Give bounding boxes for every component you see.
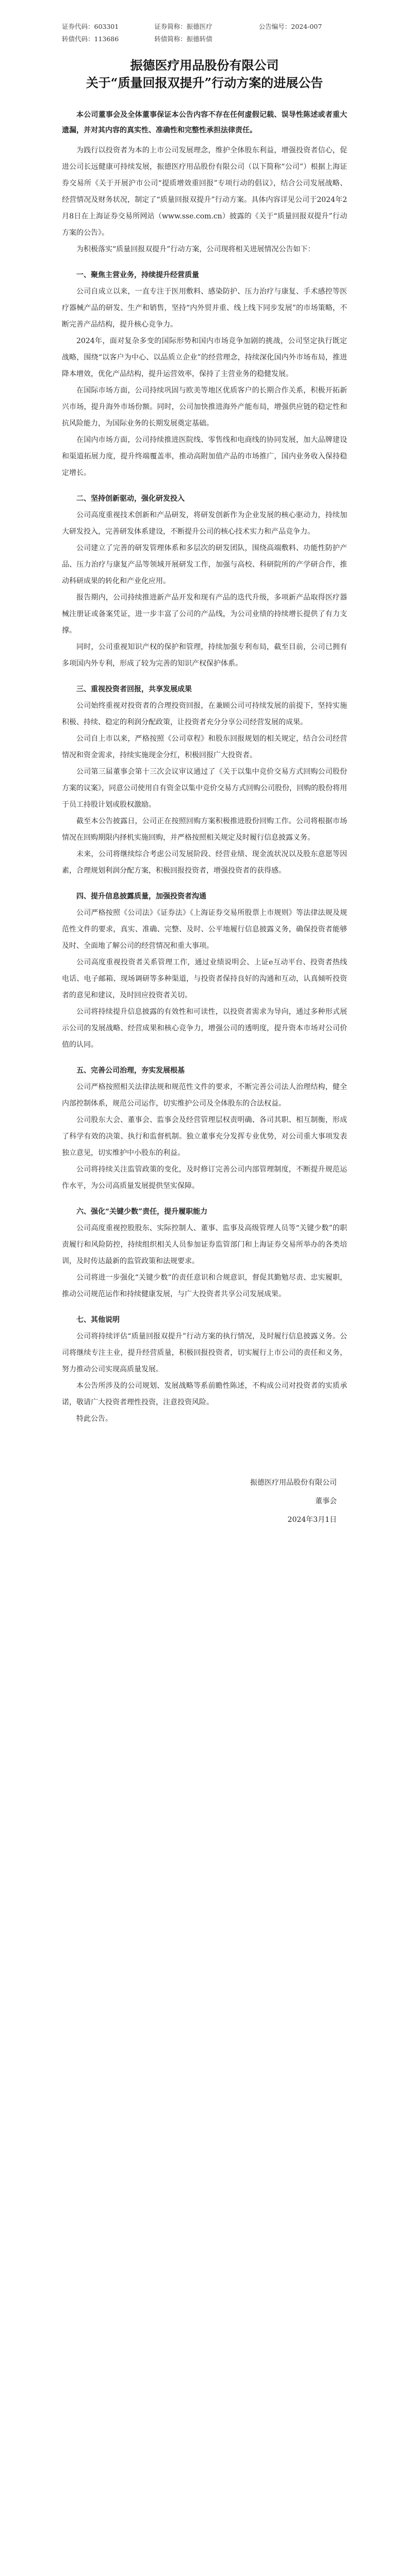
- section-heading: 五、完善公司治理，夯实发展根基: [76, 1066, 185, 1075]
- section-heading: 一、聚焦主营业务，持续提升经营质量: [76, 271, 199, 279]
- section-heading: 二、坚持创新驱动，强化研发投入: [76, 495, 185, 503]
- body-paragraph: 公司始终重视对投资者的合理投资回报，在兼顾公司可持续发展的前提下，坚持实施积极、持续、稳定的利润分配政策，让投资者充分分享公司经营发展的成果。: [62, 702, 347, 726]
- section-heading: 四、提升信息披露质量，加强投资者沟通: [76, 892, 206, 901]
- body-paragraph: 在国际市场方面，公司持续巩固与欧美等地区优质客户的长期合作关系，积极开拓新兴市场，提升海外市场份额。同时，公司加快推进海外产能布局，增强供应链的稳定性和抗风险能力，为国际业务的长期发展奠定基础。: [62, 386, 347, 428]
- body-paragraph: 公司建立了完善的研发管理体系和多层次的研发团队，围绕高端敷料、功能性防护产品、压力治疗与康复产品等领域开展研发工作，加强与高校、科研院所的产学研合作，推动科研成果的转化和产业化应用。: [62, 544, 347, 585]
- body-paragraph: 公司股东大会、董事会、监事会及经营管理层权责明确、各司其职、相互制衡，形成了科学有效的决策、执行和监督机制。独立董事充分发挥专业优势，对公司重大事项发表独立意见，切实维护中小股东的利益。: [62, 1116, 347, 1157]
- section-heading: 六、强化“关键少数”责任，提升履职能力: [76, 1208, 208, 1216]
- board-statement: 本公司董事会及全体董事保证本公告内容不存在任何虚假记载、误导性陈述或者重大遗漏，并对其内容的真实性、准确性和完整性承担法律责任。: [62, 111, 347, 134]
- bond-name: 转债简称：振德转债: [154, 35, 212, 43]
- title-company: 振德医疗用品股份有限公司: [130, 58, 279, 73]
- announcement-number: 公告编号：2024-007: [258, 23, 322, 30]
- body-paragraph: 公司高度重视技术创新和产品研发，将研发创新作为企业发展的核心驱动力，持续加大研发投入，完善研发体系建设，不断提升公司的核心技术实力和产品竞争力。: [62, 511, 347, 536]
- title-subject: 关于“质量回报双提升”行动方案的进展公告: [86, 75, 323, 90]
- section-heading: 三、重视投资者回报，共享发展成果: [76, 685, 192, 693]
- body-paragraph: 特此公告。: [76, 1415, 112, 1423]
- body-paragraph: 2024年，面对复杂多变的国际形势和国内市场竞争加剧的挑战，公司坚定执行既定战略，围绕“以客户为中心、以品质立企业”的经营理念，持续深化国内外市场布局，推进降本增效，优化产品结构，提升运营效率，保持了主营业务的稳健发展。: [62, 337, 347, 378]
- signature-board: 董事会: [315, 1497, 337, 1505]
- body-paragraph: 公司将持续提升信息披露的有效性和可读性，以投资者需求为导向，通过多种形式展示公司的发展战略、经营成果和核心竞争力，增强公司的透明度，提升资本市场对公司价值的认同。: [62, 1008, 347, 1049]
- signature-company: 振德医疗用品股份有限公司: [250, 1479, 337, 1487]
- signature-block: [62, 1473, 347, 1529]
- bond-code: 转债代码：113686: [62, 35, 119, 43]
- stock-name: 证券简称：振德医疗: [154, 23, 212, 30]
- body-paragraph: 公司第三届董事会第十三次会议审议通过了《关于以集中竞价交易方式回购公司股份方案的议案》，同意公司使用自有资金以集中竞价交易方式回购公司股份，回购的股份将用于员工持股计划或股权激励。: [62, 768, 347, 809]
- body-paragraph: 公司高度重视投资者关系管理工作，通过业绩说明会、上证e互动平台、投资者热线电话、电子邮箱、现场调研等多种渠道，与投资者保持良好的沟通和互动，认真倾听投资者的意见和建议，及时回应投资者关切。: [62, 958, 347, 999]
- body-paragraph: 公司高度重视控股股东、实际控制人、董事、监事及高级管理人员等“关键少数”的职责履行和风险防控，持续组织相关人员参加证券监管部门和上海证券交易所举办的各类培训，及时传达最新的监管政策和法规要求。: [62, 1224, 347, 1265]
- header-meta: [62, 21, 347, 45]
- body-paragraph: 未来，公司将继续综合考虑公司发展阶段、经营业绩、现金流状况以及股东意愿等因素，合理规划利润分配方案，积极回报投资者，增强投资者的获得感。: [62, 850, 347, 875]
- body-paragraph: 公司将持续评估“质量回报双提升”行动方案的执行情况，及时履行信息披露义务。公司将继续专注主业，提升经营质量，积极回报投资者，切实履行上市公司的责任和义务，努力推动公司实现高质量发展。: [62, 1332, 347, 1374]
- body-paragraph: 公司将持续关注监管政策的变化，及时修订完善公司内部管理制度，不断提升规范运作水平，为公司高质量发展提供坚实保障。: [62, 1165, 347, 1190]
- document-body: [62, 142, 347, 1427]
- section-heading: 七、其他说明: [76, 1316, 120, 1324]
- body-paragraph: 公司严格按照相关法律法规和规范性文件的要求，不断完善公司法人治理结构，健全内部控制体系，规范公司运作，切实维护公司及全体股东的合法权益。: [62, 1083, 347, 1108]
- signature-date: 2024年3月1日: [287, 1516, 337, 1524]
- body-paragraph: 公司严格按照《公司法》《证券法》《上海证券交易所股票上市规则》等法律法规及规范性文件的要求，真实、准确、完整、及时、公平地履行信息披露义务，确保投资者能够及时、全面地了解公司的经营情况和重大事项。: [62, 909, 347, 950]
- body-paragraph: 公司将进一步强化“关键少数”的责任意识和合规意识，督促其勤勉尽责、忠实履职，推动公司规范运作和持续健康发展，与广大投资者共享公司发展成果。: [62, 1274, 347, 1298]
- body-paragraph: 同时，公司重视知识产权的保护和管理，持续加强专利布局，截至目前，公司已拥有多项国内外专利，形成了较为完善的知识产权保护体系。: [62, 643, 347, 668]
- body-paragraph: 公司自成立以来，一直专注于医用敷料、感染防护、压力治疗与康复、手术感控等医疗器械产品的研发、生产和销售，坚持“内外贸并重、线上线下同步发展”的市场策略，不断完善产品结构，提升核心竞争力。: [62, 287, 347, 329]
- document-title: [62, 57, 347, 92]
- body-paragraph: 为积极落实“质量回报双提升”行动方案，公司现将相关进展情况公告如下：: [76, 245, 315, 253]
- body-paragraph: 公司自上市以来，严格按照《公司章程》和股东回报规划的相关规定，结合公司经营情况和资金需求，持续实施现金分红，积极回报广大投资者。: [62, 735, 347, 759]
- stock-code: 证券代码：603301: [62, 23, 119, 30]
- body-paragraph: 本公告所涉及的公司规划、发展战略等系前瞻性陈述，不构成公司对投资者的实质承诺，敬请广大投资者理性投资，注意投资风险。: [62, 1382, 347, 1406]
- body-paragraph: 截至本公告披露日，公司正在按照回购方案积极推进股份回购工作。公司将根据市场情况在回购期限内择机实施回购，并严格按照相关规定及时履行信息披露义务。: [62, 817, 347, 842]
- body-paragraph: 为践行以投资者为本的上市公司发展理念，维护全体股东利益，增强投资者信心，促进公司长远健康可持续发展，振德医疗用品股份有限公司（以下简称“公司”）根据上海证券交易所《关于开展沪市公司“提质增效重回报”专项行动的倡议》，结合公司发展战略、经营情况及财务状况，制定了“质量回报双提升”行动方案。具体内容详见公司于2024年2月8日在上海证券交易所网站（www.sse.com.cn）披露的《关于“质量回报双提升”行动方案的公告》。: [62, 146, 347, 237]
- body-paragraph: 在国内市场方面，公司持续推进医院线、零售线和电商线的协同发展，加大品牌建设和渠道拓展力度，提升终端覆盖率，推动高附加值产品的市场推广，国内业务收入保持稳定增长。: [62, 436, 347, 477]
- body-paragraph: 报告期内，公司持续推进新产品开发和现有产品的迭代升级，多项新产品取得医疗器械注册证或备案凭证，进一步丰富了公司的产品线，为公司业绩的持续增长提供了有力支撑。: [62, 594, 347, 635]
